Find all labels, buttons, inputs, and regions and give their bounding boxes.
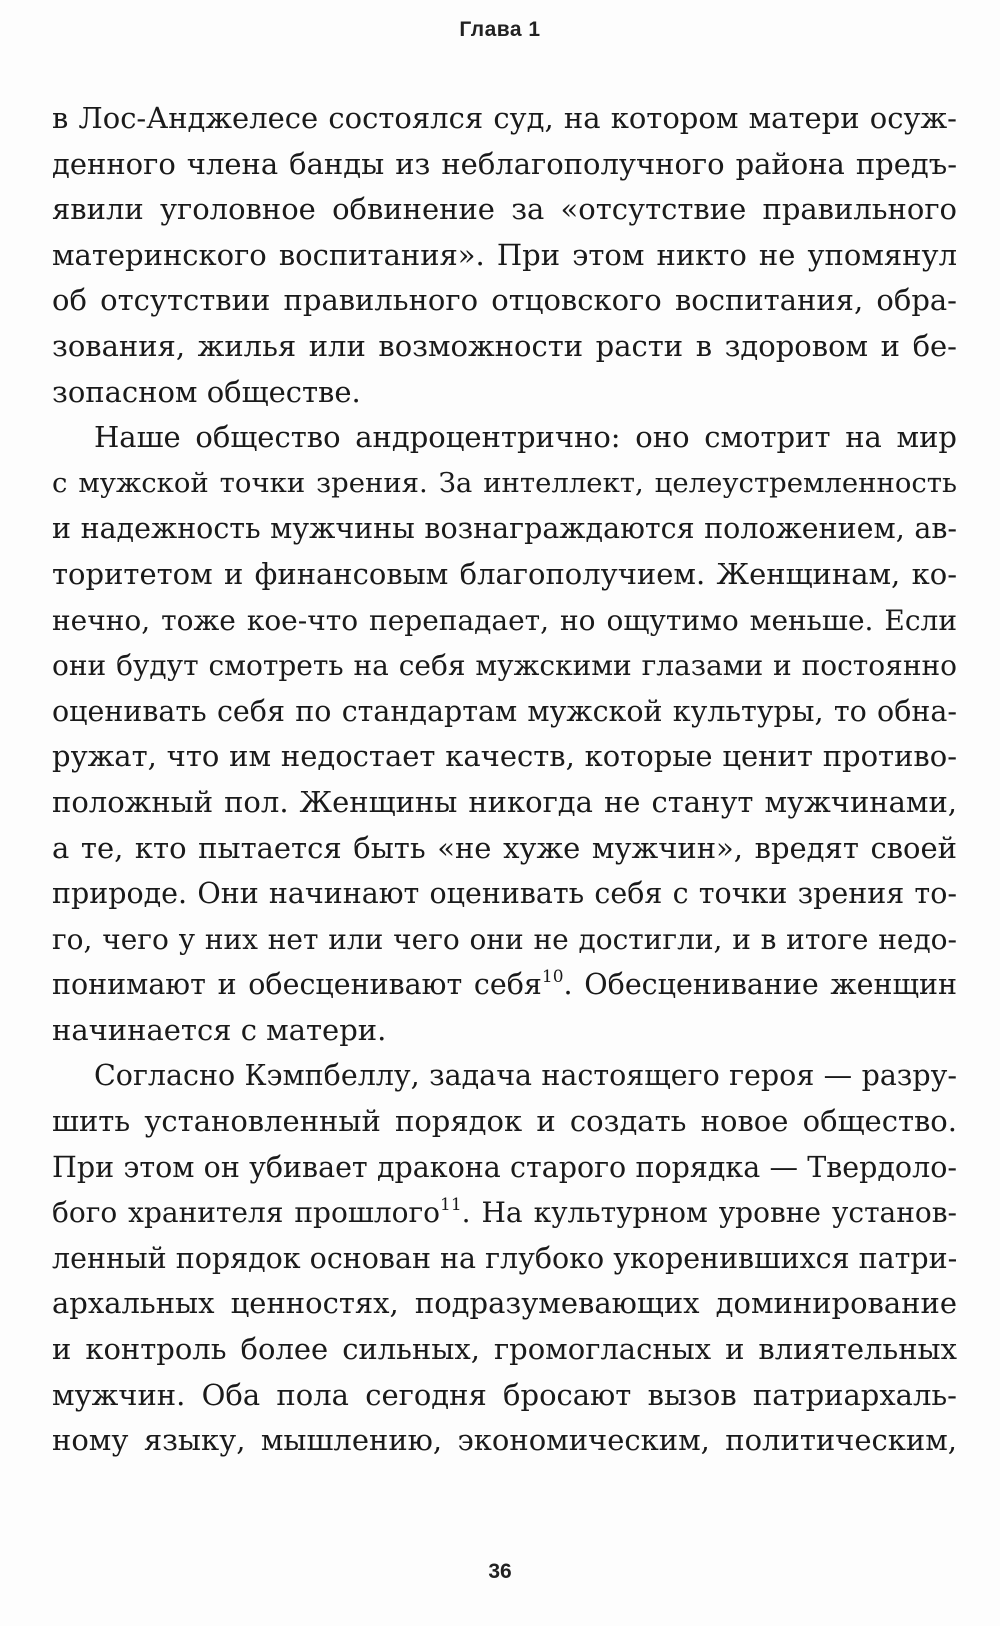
footnote-ref-10: 10 bbox=[541, 967, 564, 988]
text-line: и контроль более сильных, громогласных и влиятельных bbox=[52, 1332, 957, 1367]
text-segment: бого хранителя прошлого bbox=[52, 1196, 441, 1230]
text-line: торитетом и финансовым благополучием. Женщинам, ко- bbox=[52, 556, 957, 591]
text-line: с мужской точки зрения. За интеллект, целеустремленность bbox=[52, 466, 957, 499]
text-line: ленный порядок основан на глубоко укоренившихся патри- bbox=[52, 1241, 957, 1275]
text-segment: . Обесценивание женщин bbox=[563, 968, 957, 1002]
text-line: они будут смотреть на себя мужскими глазами и постоянно bbox=[52, 649, 957, 683]
text-line: зопасном обществе. bbox=[52, 374, 361, 409]
text-line: явили уголовное обвинение за «отсутствие правильного bbox=[52, 192, 957, 227]
text-line: оценивать себя по стандартам мужской культуры, то обна- bbox=[52, 694, 957, 728]
page-number: 36 bbox=[488, 1560, 512, 1583]
text-line: Согласно Кэмпбеллу, задача настоящего героя — разру- bbox=[94, 1059, 957, 1093]
text-line: об отсутствии правильного отцовского воспитания, обра- bbox=[52, 283, 957, 318]
text-line: материнского воспитания». При этом никто не упомянул bbox=[52, 237, 957, 272]
text-line: а те, кто пытается быть «не хуже мужчин», вредят своей bbox=[52, 830, 957, 865]
paragraph-2 bbox=[52, 415, 957, 1053]
running-head-chapter: Глава 1 bbox=[459, 18, 541, 41]
text-line: и надежность мужчины вознаграждаются положением, ав- bbox=[52, 512, 957, 546]
text-line: мужчин. Оба пола сегодня бросают вызов патриархаль- bbox=[52, 1377, 957, 1412]
text-line: архальных ценностях, подразумевающих доминирование bbox=[52, 1286, 957, 1321]
text-line-with-footnote bbox=[52, 962, 957, 1008]
text-line: ному языку, мышлению, экономическим, политическим, bbox=[52, 1423, 957, 1458]
text-line: нечно, тоже кое-что перепадает, но ощутимо меньше. Если bbox=[52, 603, 957, 637]
text-line: го, чего у них нет или чего они не достигли, и в итоге недо- bbox=[52, 922, 957, 956]
body-text bbox=[52, 96, 957, 1464]
text-line: природе. Они начинают оценивать себя с точки зрения то- bbox=[52, 877, 957, 911]
footnote-ref-11: 11 bbox=[440, 1195, 462, 1216]
text-line: начинается с матери. bbox=[52, 1012, 387, 1047]
text-line: денного члена банды из неблагополучного района предъ- bbox=[52, 146, 957, 181]
text-line: ружат, что им недостает качеств, которые ценит противо- bbox=[52, 739, 957, 774]
paragraph-3 bbox=[52, 1053, 957, 1463]
text-line: При этом он убивает дракона старого порядка — Твердоло- bbox=[52, 1150, 957, 1184]
text-line: в Лос-Анджелесе состоялся суд, на котором матери осуж- bbox=[52, 101, 957, 135]
text-line-with-footnote bbox=[52, 1190, 957, 1236]
paragraph-1 bbox=[52, 96, 957, 415]
text-segment: . На культурном уровне установ- bbox=[461, 1196, 957, 1230]
text-segment: понимают и обесценивают себя bbox=[52, 968, 542, 1002]
text-line: Наше общество андроцентрично: оно смотрит на мир bbox=[94, 420, 957, 455]
text-line: зования, жилья или возможности расти в здоровом и бе- bbox=[52, 328, 957, 363]
text-line: положный пол. Женщины никогда не станут мужчинами, bbox=[52, 784, 957, 819]
text-line: шить установленный порядок и создать новое общество. bbox=[52, 1104, 957, 1139]
